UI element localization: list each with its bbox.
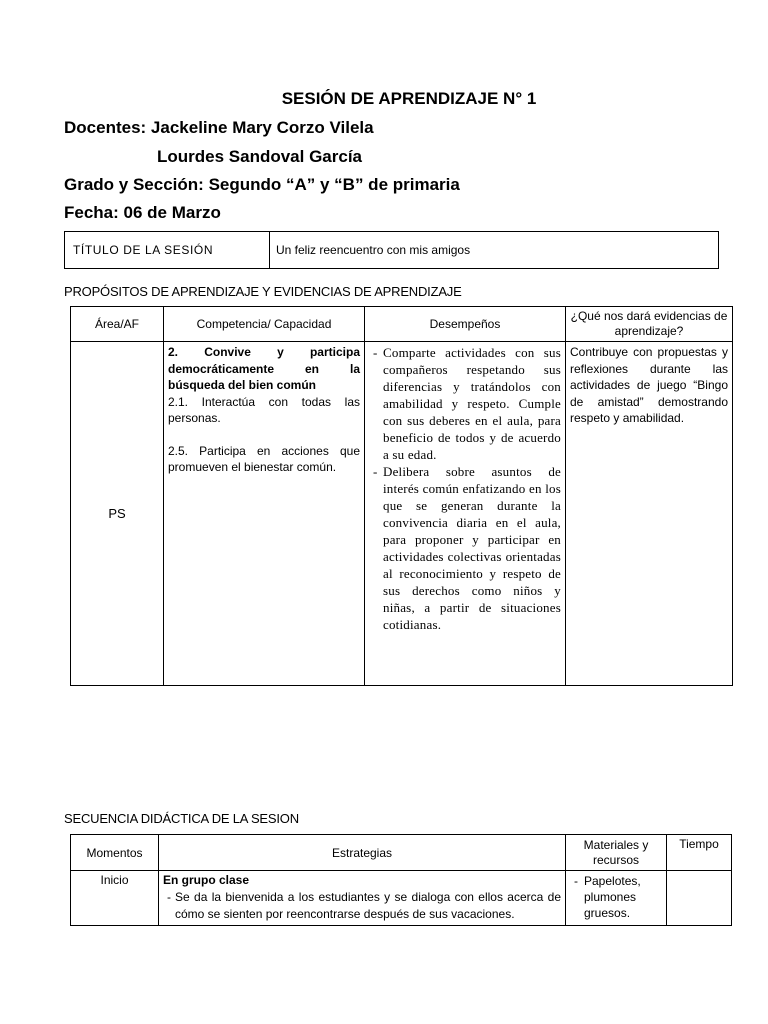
header-competencia: Competencia/ Capacidad — [164, 307, 365, 342]
desempeno-item: - Delibera sobre asuntos de interés común enfatizando en los que se generan durante la convivencia diaria en el aula, para proponer y participar en actividades colectivas orientadas al reconocimiento y respeto de sus derechos como niños y niñas, a partir de situaciones cotidianas. — [373, 464, 561, 632]
grado-value: Segundo “A” y “B” de primaria — [208, 175, 460, 194]
strategy-item: - Se da la bienvenida a los estudiantes y se dialoga con ellos acerca de cómo se sienten por reencontrarse después de sus vacaciones. — [167, 890, 561, 921]
header-materiales: Materiales y recursos — [566, 835, 667, 871]
purposes-header-row — [71, 307, 733, 342]
header-area: Área/AF — [71, 307, 164, 342]
session-title-value: Un feliz reencuentro con mis amigos — [270, 232, 719, 269]
capacidad-2: 2.5. Participa en acciones que promueven el bienestar común. — [168, 443, 360, 474]
materials-list — [570, 873, 662, 921]
grado-label: Grado y Sección: — [64, 175, 204, 194]
purposes-heading: PROPÓSITOS DE APRENDIZAJE Y EVIDENCIAS DE APRENDIZAJE — [64, 284, 462, 299]
evidencia-cell: Contribuye con propuestas y reflexiones durante las actividades de juego “Bingo de amistad” demostrando respeto y amabilidad. — [566, 342, 733, 686]
docente-2: Lourdes Sandoval García — [157, 147, 363, 166]
header-estrategias: Estrategias — [159, 835, 566, 871]
momento-cell: Inicio — [71, 871, 159, 926]
header-momentos: Momentos — [71, 835, 159, 871]
header-evidencias: ¿Qué nos dará evidencias de aprendizaje? — [566, 307, 733, 342]
tiempo-cell — [667, 871, 732, 926]
capacidad-1: 2.1. Interactúa con todas las personas. — [168, 394, 360, 425]
docentes-label: Docentes: — [64, 118, 147, 137]
docente-1: Jackeline Mary Corzo Vilela — [150, 118, 374, 137]
estrategias-cell — [159, 871, 566, 926]
area-cell: PS — [71, 342, 164, 686]
materials-item: - Papelotes, plumones gruesos. — [574, 874, 641, 920]
purposes-table — [70, 306, 733, 686]
docentes-line — [64, 118, 374, 138]
strategy-title: En grupo clase — [163, 873, 250, 887]
desempenos-list — [369, 344, 561, 633]
header-tiempo: Tiempo — [667, 835, 732, 871]
session-title-table — [64, 231, 719, 269]
grado-line — [64, 175, 460, 195]
sequence-heading: SECUENCIA DIDÁCTICA DE LA SESION — [64, 811, 299, 826]
sequence-header-row — [71, 835, 732, 871]
header-desempenos: Desempeños — [365, 307, 566, 342]
session-title-label: TÍTULO DE LA SESIÓN — [65, 232, 270, 269]
fecha-line — [64, 203, 221, 223]
sequence-row-inicio — [71, 871, 732, 926]
competencia-cell — [164, 342, 365, 686]
materiales-cell — [566, 871, 667, 926]
competencia-text: 2. Convive y participa democráticamente en la búsqueda del bien común — [168, 345, 360, 392]
desempeno-item: - Comparte actividades con sus compañeros respetando sus diferencias y tratándolos con amabilidad y respeto. Cumple con sus deberes en el aula, para beneficio de todos y de acuerdo a su edad. — [373, 345, 561, 462]
page-title: SESIÓN DE APRENDIZAJE N° 1 — [281, 89, 537, 108]
sequence-table — [70, 834, 732, 926]
purposes-row — [71, 342, 733, 686]
fecha-value: 06 de Marzo — [123, 203, 221, 222]
desempenos-cell — [365, 342, 566, 686]
strategy-list — [163, 889, 561, 923]
fecha-label: Fecha: — [64, 203, 119, 222]
